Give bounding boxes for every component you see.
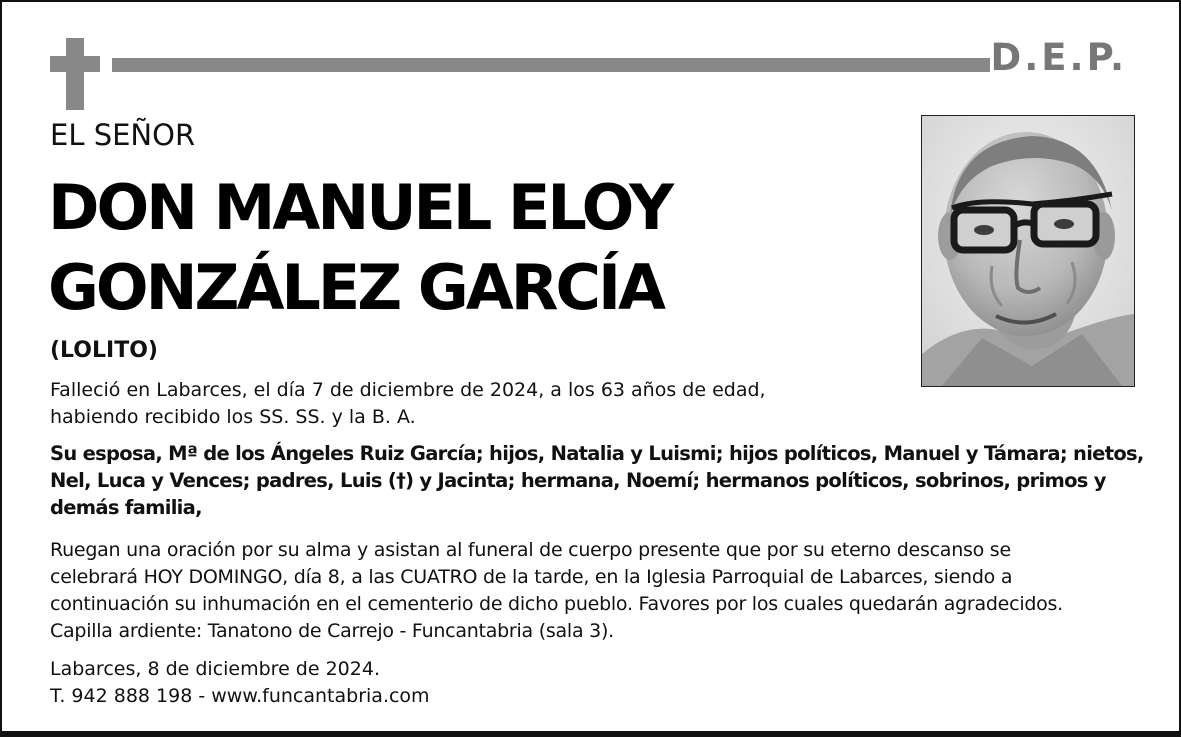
dep-label: D.E.P.: [990, 36, 1127, 79]
funeral-line-3: continuación su inhumación en el cementerio de dicho pueblo. Favores por los cuales quedarán agradecidos.: [50, 593, 1063, 615]
header-rule: [112, 58, 990, 72]
deceased-name: [48, 168, 888, 328]
family-list: [50, 440, 1150, 521]
name-line-1: DON MANUEL ELOY: [48, 171, 672, 244]
funeral-details: [50, 537, 1150, 645]
funeral-line-2: celebrará HOY DOMINGO, día 8, a las CUATRO de la tarde, en la Iglesia Parroquial de Labarces, siendo a: [50, 566, 1013, 588]
portrait-illustration: [922, 116, 1134, 386]
honorific: EL SEÑOR: [50, 118, 196, 152]
contact-info: T. 942 888 198 - www.funcantabria.com: [50, 685, 430, 707]
death-notice: [50, 377, 810, 431]
cross-icon: [50, 38, 100, 110]
portrait-photo: [921, 115, 1135, 387]
closing-info: [50, 656, 1150, 710]
death-line-1: Falleció en Labarces, el día 7 de diciembre de 2024, a los 63 años de edad,: [50, 379, 766, 401]
family-line-3: demás familia,: [50, 496, 202, 519]
place-date: Labarces, 8 de diciembre de 2024.: [50, 658, 380, 680]
name-line-2: GONZÁLEZ GARCÍA: [48, 251, 663, 324]
family-line-1: Su esposa, Mª de los Ángeles Ruiz García; hijos, Natalia y Luismi; hijos políticos, Manuel y Támara; nietos,: [50, 442, 1144, 465]
death-line-2: habiendo recibido los SS. SS. y la B. A.: [50, 406, 416, 428]
funeral-line-1: Ruegan una oración por su alma y asistan al funeral de cuerpo presente que por su eterno descanso se: [50, 539, 1011, 561]
family-line-2: Nel, Luca y Vences; padres, Luis (†) y Jacinta; hermana, Noemí; hermanos políticos, sobrinos, primos y: [50, 469, 1106, 492]
nickname: (LOLITO): [50, 338, 158, 363]
funeral-line-4: Capilla ardiente: Tanatono de Carrejo - Funcantabria (sala 3).: [50, 620, 614, 642]
